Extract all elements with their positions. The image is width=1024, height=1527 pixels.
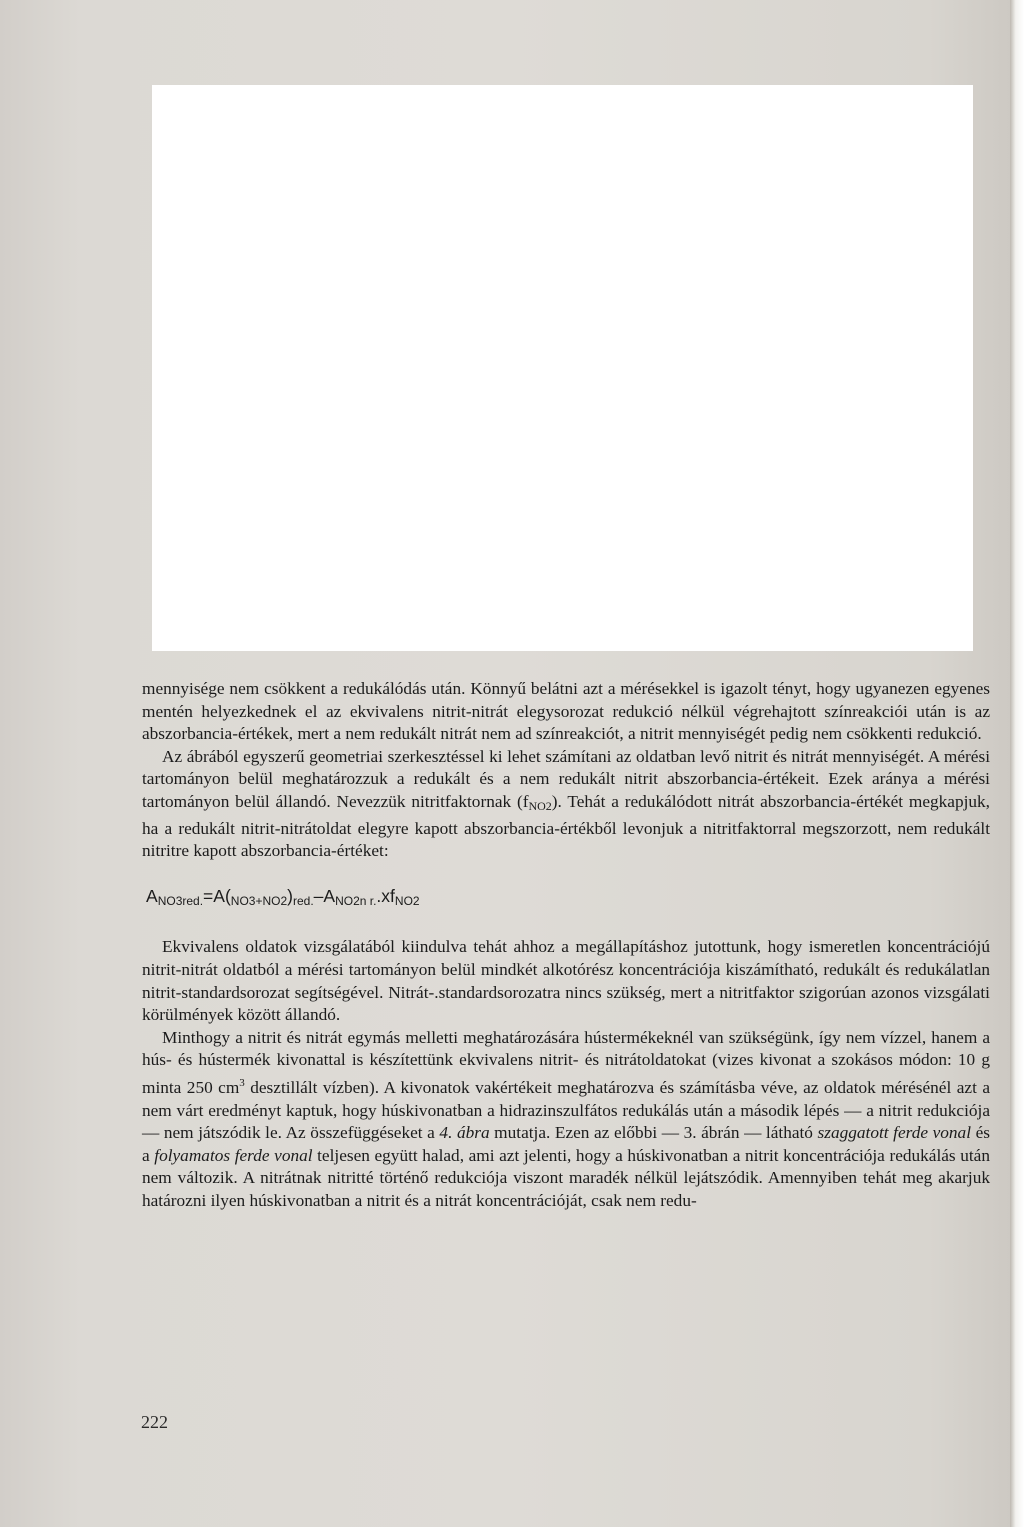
formula-part: A	[146, 885, 158, 906]
formula	[142, 885, 990, 913]
formula-part: )	[287, 885, 293, 906]
dashed-line-reference: szaggatott ferde vonal	[817, 1123, 972, 1143]
formula-subscript: NO3+NO2	[230, 893, 288, 908]
formula-part: –A	[313, 885, 336, 906]
paragraph-2-text-a: Az ábrából egyszerű geometriai szerkesztéssel ki lehet számítani az oldatban levő nitrit és nitrát mennyiségét. A mérési tartományon belül meghatározzuk a redukált és a nem redukált nitrit abszorbancia-értékeit. Ezek aránya a mérési tartományon belül állandó. Nevezzük nitritfaktornak (f	[142, 746, 990, 811]
formula-subscript: NO2n r.	[335, 893, 377, 908]
figure-reference: 4. ábra	[439, 1123, 490, 1143]
page-number: 222	[141, 1412, 168, 1432]
formula-part: =A(	[203, 885, 231, 906]
paragraph-2	[142, 746, 990, 863]
paragraph-4-text-e: teljesen együtt halad, ami azt jelenti, hogy a húskivonatban a nitrit koncentrációja redukálás után nem változik. A nitrátnak nitritté történő redukciója viszont maradék nélkül lejátszódik. Amennyiben tehát meg akarjuk határozni ilyen húskivonatban a nitrit és a nitrát koncentrációját, csak nem redu-	[142, 1145, 990, 1210]
paragraph-4-text-d: és a	[142, 1123, 990, 1165]
paragraph-2-text-b: ). Tehát a redukálódott nitrát abszorbancia-értékét megkapjuk, ha a redukált nitrit-nitrátoldat elegyre kapott abszorbancia-értékből levonjuk a nitritfaktorral megszorzott, nem redukált nitritre kapott abszorbancia-értéket:	[142, 791, 990, 861]
nitrite-factor-subscript: NO2	[528, 798, 552, 813]
paragraph-4-text-b: desztillált vízben). A kivonatok vakértékeit meghatározva és számításba véve, az oldatok mérésénél azt a nem várt eredményt kaptuk, hogy húskivonatban a hidrazinszulfátos redukálás után a második lépés — a nitrit redukciója — nem játszódik le. Az összefüggéseket a	[142, 1077, 990, 1143]
paragraph-4-text-a: Minthogy a nitrit és nitrát egymás melletti meghatározására hústermékeknél van szükségünk, így nem vízzel, hanem a hús- és hústermék kivonattal is készítettünk ekvivalens nitrit- és nitrátoldatokat (vizes kivonat a szokásos módon: 10 g minta 250 cm	[142, 1027, 990, 1097]
cubic-superscript: 3	[239, 1076, 245, 1089]
page-edge	[1010, 0, 1024, 1527]
formula-subscript: NO2	[394, 893, 420, 908]
paragraph-1: mennyisége nem csökkent a redukálódás után. Könnyű belátni azt a mérésekkel is igazolt tényt, hogy ugyanezen egyenes mentén helyezkednek el az ekvivalens nitrit-nitrát elegysorozat redukció nélkül végrehajtott színreakciói után is az abszorbancia-értékek, mert a nem redukált nitrát nem ad színreakciót, a nitrit mennyiségét pedig nem csökkenti redukció.	[142, 679, 990, 744]
paragraph-4-text-c: mutatja. Ezen az előbbi — 3. ábrán — látható	[489, 1123, 818, 1143]
solid-line-reference: folyamatos ferde vonal	[154, 1145, 313, 1165]
formula-part: .xf	[376, 885, 395, 906]
paragraph-4	[142, 1027, 990, 1213]
body-text	[142, 678, 990, 1212]
formula-subscript: NO3red.	[157, 893, 204, 908]
formula-subscript: red.	[292, 893, 314, 908]
paragraph-3: Ekvivalens oldatok vizsgálatából kiindulva tehát ahhoz a megállapításhoz jutottunk, hogy ismeretlen koncentrációjú nitrit-nitrát oldatból a mérési tartományon belül mindkét alkotórész koncentrációja kiszámítható, redukált és redukálatlan nitrit-standardsorozat segítségével. Nitrát-.standardsorozatra nincs szükség, mert a nitritfaktor szigorúan azonos vizsgálati körülmények között állandó.	[142, 937, 990, 1025]
figure-placeholder	[152, 85, 973, 651]
